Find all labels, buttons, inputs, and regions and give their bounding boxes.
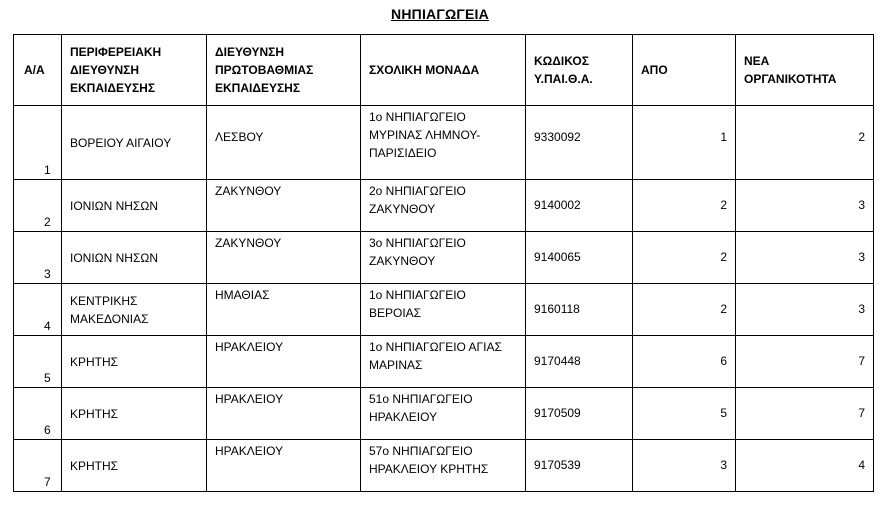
cell-new-org: 4 — [736, 440, 874, 492]
cell-school: 2ο ΝΗΠΙΑΓΩΓΕΙΟ ΖΑΚΥΝΘΟΥ — [361, 180, 526, 232]
cell-code: 9140065 — [526, 232, 633, 284]
cell-directorate: ΗΡΑΚΛΕΙΟΥ — [207, 388, 361, 440]
cell-code: 9170509 — [526, 388, 633, 440]
cell-from: 2 — [633, 180, 736, 232]
cell-directorate: ΖΑΚΥΝΘΟΥ — [207, 232, 361, 284]
cell-aa: 5 — [14, 336, 62, 388]
cell-region: ΙΟΝΙΩΝ ΝΗΣΩΝ — [62, 180, 207, 232]
cell-from: 2 — [633, 284, 736, 336]
header-code: ΚΩΔΙΚΟΣ Υ.ΠΑΙ.Θ.Α. — [526, 35, 633, 106]
cell-code: 9170448 — [526, 336, 633, 388]
header-from: ΑΠΟ — [633, 35, 736, 106]
cell-new-org: 7 — [736, 388, 874, 440]
cell-region: ΚΡΗΤΗΣ — [62, 336, 207, 388]
cell-school: 1ο ΝΗΠΙΑΓΩΓΕΙΟ ΒΕΡΟΙΑΣ — [361, 284, 526, 336]
cell-new-org: 3 — [736, 232, 874, 284]
header-directorate: ΔΙΕΥΘΥΝΣΗ ΠΡΩΤΟΒΑΘΜΙΑΣ ΕΚΠΑΙΔΕΥΣΗΣ — [207, 35, 361, 106]
cell-directorate: ΛΕΣΒΟΥ — [207, 106, 361, 180]
cell-code: 9330092 — [526, 106, 633, 180]
header-aa: Α/Α — [14, 35, 62, 106]
table-row — [14, 232, 874, 284]
cell-region: ΚΕΝΤΡΙΚΗΣ ΜΑΚΕΔΟΝΙΑΣ — [62, 284, 207, 336]
cell-code: 9170539 — [526, 440, 633, 492]
cell-from: 2 — [633, 232, 736, 284]
cell-school: 51ο ΝΗΠΙΑΓΩΓΕΙΟ ΗΡΑΚΛΕΙΟΥ — [361, 388, 526, 440]
table-row — [14, 284, 874, 336]
header-school: ΣΧΟΛΙΚΗ ΜΟΝΑΔΑ — [361, 35, 526, 106]
cell-school: 1ο ΝΗΠΙΑΓΩΓΕΙΟ ΜΥΡΙΝΑΣ ΛΗΜΝΟΥ-ΠΑΡΙΣΙΔΕΙΟ — [361, 106, 526, 180]
cell-new-org: 2 — [736, 106, 874, 180]
cell-aa: 4 — [14, 284, 62, 336]
cell-new-org: 7 — [736, 336, 874, 388]
cell-aa: 3 — [14, 232, 62, 284]
cell-aa: 1 — [14, 106, 62, 180]
header-new-org: ΝΕΑ ΟΡΓΑΝΙΚΟΤΗΤΑ — [736, 35, 874, 106]
table-header-row — [14, 35, 874, 106]
cell-school: 57ο ΝΗΠΙΑΓΩΓΕΙΟ ΗΡΑΚΛΕΙΟΥ ΚΡΗΤΗΣ — [361, 440, 526, 492]
table-row — [14, 440, 874, 492]
kindergartens-table — [13, 34, 874, 492]
cell-from: 6 — [633, 336, 736, 388]
table-row — [14, 336, 874, 388]
cell-aa: 6 — [14, 388, 62, 440]
cell-school: 3ο ΝΗΠΙΑΓΩΓΕΙΟ ΖΑΚΥΝΘΟΥ — [361, 232, 526, 284]
cell-code: 9140002 — [526, 180, 633, 232]
cell-from: 1 — [633, 106, 736, 180]
header-region: ΠΕΡΙΦΕΡΕΙΑΚΗ ΔΙΕΥΘΥΝΣΗ ΕΚΠΑΙΔΕΥΣΗΣ — [62, 35, 207, 106]
cell-aa: 2 — [14, 180, 62, 232]
cell-directorate: ΖΑΚΥΝΘΟΥ — [207, 180, 361, 232]
cell-region: ΚΡΗΤΗΣ — [62, 388, 207, 440]
cell-region: ΙΟΝΙΩΝ ΝΗΣΩΝ — [62, 232, 207, 284]
cell-new-org: 3 — [736, 284, 874, 336]
table-row — [14, 388, 874, 440]
document-title: ΝΗΠΙΑΓΩΓΕΙΑ — [391, 6, 489, 22]
table-row — [14, 180, 874, 232]
cell-school: 1ο ΝΗΠΙΑΓΩΓΕΙΟ ΑΓΙΑΣ ΜΑΡΙΝΑΣ — [361, 336, 526, 388]
cell-directorate: ΗΜΑΘΙΑΣ — [207, 284, 361, 336]
cell-from: 5 — [633, 388, 736, 440]
table-row — [14, 106, 874, 180]
cell-code: 9160118 — [526, 284, 633, 336]
cell-aa: 7 — [14, 440, 62, 492]
cell-directorate: ΗΡΑΚΛΕΙΟΥ — [207, 336, 361, 388]
cell-new-org: 3 — [736, 180, 874, 232]
cell-region: ΚΡΗΤΗΣ — [62, 440, 207, 492]
cell-directorate: ΗΡΑΚΛΕΙΟΥ — [207, 440, 361, 492]
cell-region: ΒΟΡΕΙΟΥ ΑΙΓΑΙΟΥ — [62, 106, 207, 180]
cell-from: 3 — [633, 440, 736, 492]
